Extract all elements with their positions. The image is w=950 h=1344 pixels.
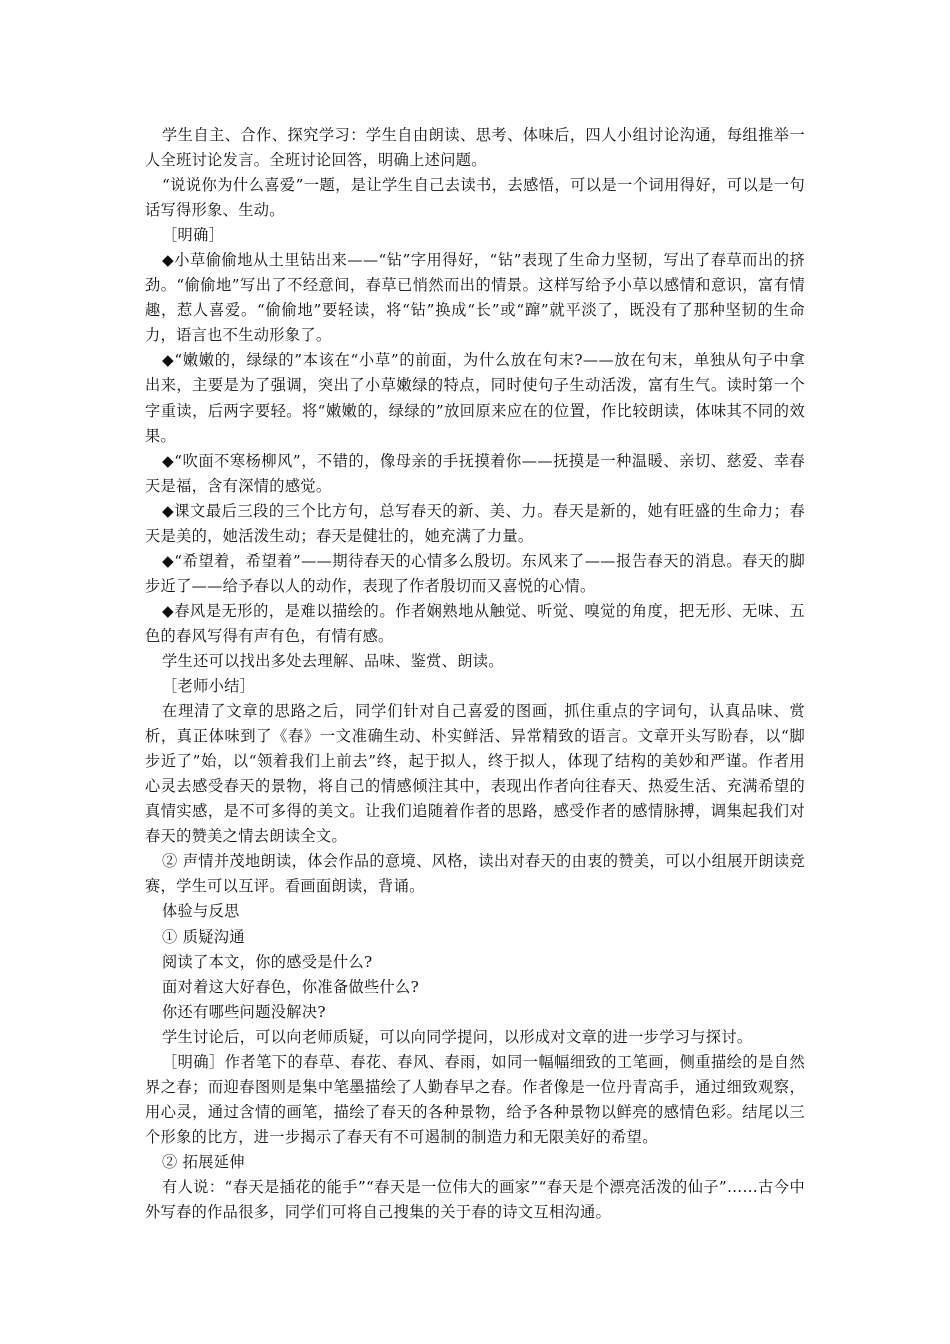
question-plan: 面对着这大好春色，你准备做些什么? [162, 977, 420, 996]
heading-extension: ② 拓展延伸 [162, 1152, 245, 1171]
document-body [145, 123, 805, 1225]
paragraph-students-find: 学生还可以找出多处去理解、品味、鉴赏、朗读。 [162, 651, 504, 670]
paragraph-summary: 在理清了文章的思路之后，同学们针对自己喜爱的图画，抓住重点的字词句，认真品味、赏析，真正体味到了《春》一文准确生动、朴实鲜活、异常精致的语言。文章开头写盼春，以“脚步近了”始，以“领着我们上前去”终，起于拟人，终于拟人，体现了结构的美妙和严谨。作者用心灵去感受春天的景物，将自己的情感倾注其中，表现出作者向往春天、热爱生活、充满希望的真情实感，是不可多得的美文。让我们追随着作者的思路，感受作者的感情脉搏，调集起我们对春天的赞美之情去朗读全文。 [145, 702, 805, 846]
bullet-spring-wind: ◆春风是无形的，是难以描绘的。作者娴熟地从触觉、听觉、嗅觉的角度，把无形、无味、五色的春风写得有声有色，有情有感。 [145, 601, 805, 645]
paragraph-mingque-conclusion: ［明确］作者笔下的春草、春花、春风、春雨，如同一幅幅细致的工笔画，侧重描绘的是自然界之春；而迎春图则是集中笔墨描绘了人勤春早之春。作者像是一位丹青高手，通过细致观察，用心灵，通过含情的画笔，描绘了春天的各种景物，给予各种景物以鲜亮的感情色彩。结尾以三个形象的比方，进一步揭示了春天有不可遏制的制造力和无限美好的希望。 [145, 1052, 805, 1146]
paragraph-group-learning: 学生自主、合作、探究学习：学生自由朗读、思考、体味后，四人小组讨论沟通，每组推举一人全班讨论发言。全班讨论回答，明确上述问题。 [145, 126, 805, 170]
paragraph-reading-aloud: ② 声情并茂地朗读，体会作品的意境、风格，读出对春天的由衷的赞美，可以小组展开朗读竞赛，学生可以互评。看画面朗读，背诵。 [145, 852, 805, 896]
paragraph-discussion: 学生讨论后，可以向老师质疑，可以向同学提问，以形成对文章的进一步学习与探讨。 [162, 1027, 753, 1046]
heading-experience-reflection: 体验与反思 [162, 902, 240, 921]
heading-question-communicate: ① 质疑沟通 [162, 927, 245, 946]
question-feeling: 阅读了本文，你的感受是什么? [162, 952, 373, 971]
bullet-grass-drill: ◆小草偷偷地从土里钻出来——“钻”字用得好，“钻”表现了生命力坚韧，写出了春草而出的挤劲。“偷偷地”写出了不经意间，春草已悄然而出的情景。这样写给予小草以感情和意识，富有情趣，惹人喜爱。“偷偷地”要轻读，将“钻”换成“长”或“蹿”就平淡了，既没有了那种坚韧的生命力，语言也不生动形象了。 [145, 251, 805, 345]
heading-teacher-summary: ［老师小结］ [162, 677, 256, 696]
bullet-three-metaphors: ◆课文最后三段的三个比方句，总写春天的新、美、力。春天是新的，她有旺盛的生命力；春天是美的，她活泼生动；春天是健壮的，她充满了力量。 [145, 501, 805, 545]
question-unsolved: 你还有哪些问题没解决? [162, 1002, 326, 1021]
bullet-tender-green: ◆“嫩嫩的，绿绿的”本该在“小草”的前面，为什么放在句末?——放在句末，单独从句子中拿出来，主要是为了强调，突出了小草嫩绿的特点，同时使句子生动活泼，富有生气。读时第一个字重读，后两字要轻。将“嫩嫩的，绿绿的”放回原来应在的位置，作比较朗读，体味其不同的效果。 [145, 351, 805, 445]
heading-mingque: ［明确］ [162, 226, 225, 245]
bullet-hoping: ◆“希望着，希望着”——期待春天的心情多么殷切。东风来了——报告春天的消息。春天的脚步近了——给予春以人的动作，表现了作者殷切而又喜悦的心情。 [145, 551, 805, 595]
paragraph-extension: 有人说：“春天是插花的能手”“春天是一位伟大的画家”“春天是个漂亮活泼的仙子”……古今中外写春的作品很多，同学们可将自己搜集的关于春的诗文互相沟通。 [145, 1177, 805, 1222]
bullet-willow-wind: ◆“吹面不寒杨柳风”，不错的，像母亲的手抚摸着你——抚摸是一种温暖、亲切、慈爱、幸春天是福，含有深情的感觉。 [145, 451, 805, 495]
paragraph-why-like: “说说你为什么喜爱”一题，是让学生自己去读书，去感悟，可以是一个词用得好，可以是一句话写得形象、生动。 [145, 176, 805, 220]
